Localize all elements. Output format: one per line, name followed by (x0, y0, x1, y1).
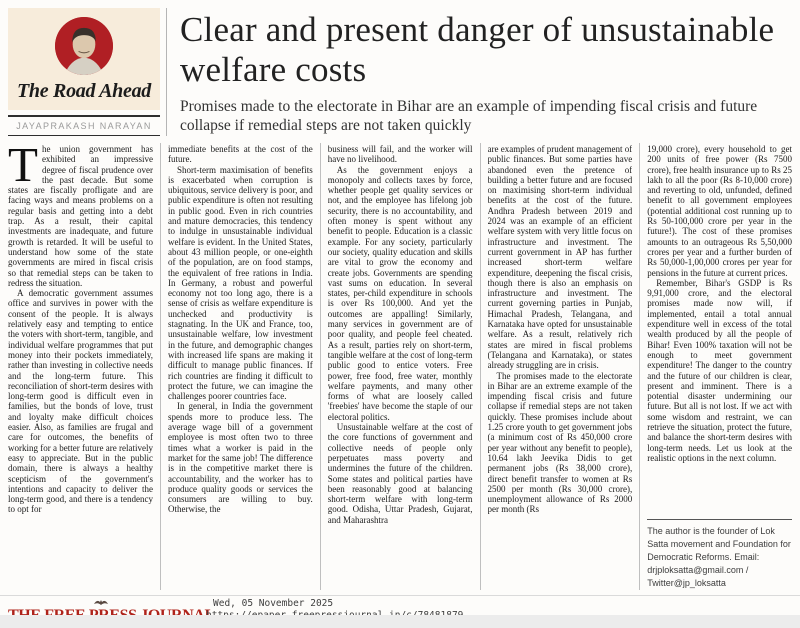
column-text (647, 144, 792, 515)
article-paragraph: In general, in India the government spends more to produce less. The average wage bill of a government employee is most often two to three times what a worker is paid in the market for the same job! The difference is in the competitive market there is accountability, and the worker has to produce quality goods or services the consumers are willing to buy. Otherwise, the (168, 401, 313, 515)
author-portrait (55, 17, 113, 75)
article-header (0, 0, 800, 136)
article-paragraph: are examples of prudent management of public finances. But some parties have abandoned even the pretence of building a better future and are focused on maximising short-term individual benefits at the cost of the future. Andhra Pradesh between 2019 and 2024 was an example of an efficient welfare system with very little focus on infrastructure and investment. The current government in AP has further increased short-term welfare expenditure, deepening the fiscal crisis, though there is also an emphasis on infrastructure and investment. The current governing parties in Punjab, Himachal Pradesh, Telangana, and Karnataka have opted for unsustainable welfare. As a result, relatively rich states are mired in fiscal problems (Telangana and Karnataka), or states already struggling are in crisis. (487, 144, 633, 371)
article-paragraph: Remember, Bihar's GSDP is Rs 9,91,000 crore, and the electoral promises made now will, if implemented, entail a total annual expenditure well in excess of the total wealth produced by all the people of Bihar! Even 100% taxation will not be enough to meet government expenditure! The danger to the country and the future of our children is clear, present and imminent. There is a potential disaster undermining our future. But all is not lost. If we act with some wisdom and restraint, we can retrieve the situation, protect the future, and balance the short-term desires with long-term needs. Let us look at the realistic options in the next column. (647, 277, 792, 463)
column-text (488, 144, 633, 515)
article-paragraph: 19,000 crore), every household to get 200 units of free power (Rs 7500 crore), free health insurance up to Rs 25 lakh to all the poor (Rs 8-10,000 crore) and reverting to old, unfunded, defined benefit to all government employees (potential additional cost running up to Rs 50-100,000 crore per year in the future!). The cost of these promises amounts to an outrageous Rs 5,50,000 crores per year and a further burden of Rs 50,000-1,00,000 crores per year for pensions in the future at current prices. (647, 144, 792, 278)
divider-thin (8, 135, 160, 136)
date-text: Wed, 05 November 2025 (213, 598, 334, 609)
bottom-strip (0, 615, 800, 628)
article-column (639, 143, 792, 590)
article-paragraph: Short-term maximisation of benefits is exacerbated when corruption is ubiquitous, service delivery is poor, and public expenditure is often not resulting in public good. Even in rich countries and mature democracies, this tendency to indulge in unsustainable individual welfare is evident. In the United States, about 43 million people, or one-eighth of the population, are on food stamps, the equivalent of free rations in India. In Germany, a robust and powerful economy not too long ago, there is a sense of crisis as welfare expenditure is unchecked and productivity is stagnating. In the UK and France, too, unsustainable welfare, low investment in the future, and demographic changes with increased life spans are making it difficult to manage public finances. If rich countries are finding it difficult to protect the future, we can imagine the challenges poorer countries face. (168, 164, 313, 402)
brand-box (8, 8, 160, 110)
article-paragraph: The union government has exhibited an impressive degree of fiscal prudence over the past decade. But some states are fiscally profligate and are facing ways and means problems on a regular basis and getting into a debt trap. As a result, their capital investments are inadequate, and future growth is retarded. It will be useful to understand how some of the state governments are mired in fiscal crisis so that remedial steps can be taken to redress the situation. (8, 144, 153, 288)
column-text (8, 144, 153, 515)
author-note: The author is the founder of Lok Satta movement and Foundation for Democratic Reforms. Email: drjploksatta@gmail.com / Twitter@jp_loksatta (647, 519, 792, 590)
article-paragraph: Unsustainable welfare at the cost of the core functions of government and collective needs of people only perpetuates mass poverty and undermines the future of the children. Some states and political parties have been reasonably good at balancing short-term welfare with long-term good. Odisha, Uttar Pradesh, Gujarat, and Maharashtra (327, 422, 473, 525)
author-portrait-icon (55, 17, 113, 75)
headline-block (166, 8, 792, 136)
column-text (328, 144, 473, 525)
headline: Clear and present danger of unsustainable welfare costs (180, 10, 775, 89)
divider-thick (8, 115, 160, 117)
drop-cap: T (8, 144, 38, 192)
article-paragraph: business will fail, and the worker will have no livelihood. (327, 144, 473, 165)
article-column (160, 143, 320, 590)
article-column (320, 143, 480, 590)
article-column (8, 143, 160, 590)
column-text (168, 144, 313, 515)
article-paragraph: The promises made to the electorate in Bihar are an extreme example of the impending fiscal crisis and future collapse if remedial steps are not taken quickly. These promises include about 1.25 crore youth to get government jobs (a minimum cost of Rs 450,000 crore per year without any benefit to people), 10.64 lakh Jeevika Didis to get permanent jobs (Rs 38,000 crore), direct benefit transfer to women at Rs 2500 per month (Rs 30,000 crore), unemployment allowance of Rs 2000 per month (Rs (487, 370, 633, 515)
column-author-name: JAYAPRAKASH NARAYAN (16, 121, 152, 131)
article-body (8, 143, 792, 590)
article-paragraph: A democratic government assumes office and survives in power with the consent of the people. It is always relatively easy and tempting to entice the voters with short-term, tangible, and individual welfare programmes that put money into their pockets immediately, rather than investing in collective needs and the long-term future. This reconciliation of short-term desires with long-term good is difficult even in families, but the bonds of love, trust and loyalty make difficult choices easier. Also, as families are frugal and care for outcomes, the benefits of working for a better future are relatively easy to appreciate. But in the public domain, there is always a healthy scepticism of the government's intentions and capacity to deliver the long-term good, and there is a tendency to opt for (8, 288, 153, 515)
column-title: The Road Ahead (17, 80, 151, 102)
article-paragraph: immediate benefits at the cost of the future. (168, 144, 313, 165)
article-column (480, 143, 640, 590)
brand-column (8, 8, 160, 136)
eagle-emblem-icon (8, 598, 194, 607)
article-paragraph: As the government enjoys a monopoly and collects taxes by force, whether people get quality services or not, and the employee has lifelong job security, there is no accountability, and often money is spent without any benefit to people. Education is a classic example. For any society, particularly our society, quality education and skills are vital to grow the economy and create jobs. Governments are spending vast sums on education. In several states, per-child expenditure in schools is over Rs 100,000. And yet the outcomes are appalling! Similarly, many services in government are of poor quality, and people feel cheated. As a result, parties rely on short-term, tangible welfare at the cost of long-term public good to entice voters. Free power, free food, free water, monthly welfare payments, and many other forms of what are loosely called 'freebies' have become the staple of our electoral politics. (327, 164, 473, 422)
subheadline: Promises made to the electorate in Bihar are an example of impending fiscal crisis and future collapse if remedial steps are not taken quickly (180, 98, 758, 134)
